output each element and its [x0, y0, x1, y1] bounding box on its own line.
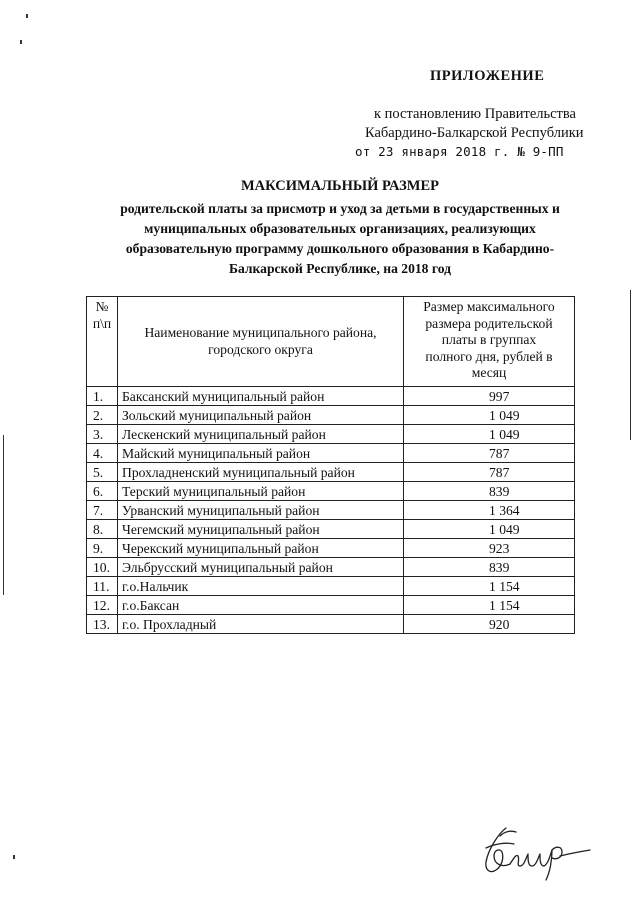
fee-table	[86, 296, 575, 634]
row-fee: 1 364	[404, 501, 575, 520]
row-num: 2.	[87, 406, 118, 425]
row-name: г.о.Нальчик	[118, 577, 404, 596]
row-fee: 787	[404, 463, 575, 482]
row-num: 5.	[87, 463, 118, 482]
row-fee: 1 049	[404, 520, 575, 539]
scan-mark	[20, 40, 22, 44]
row-name: Зольский муниципальный район	[118, 406, 404, 425]
table-row	[87, 425, 575, 444]
header-fee-line: полного дня, рублей в	[425, 348, 553, 364]
table-row	[87, 558, 575, 577]
row-fee: 997	[404, 387, 575, 406]
table-row	[87, 501, 575, 520]
header-num	[87, 297, 118, 387]
header-num-line: №	[95, 299, 109, 314]
row-num: 11.	[87, 577, 118, 596]
row-name: Баксанский муниципальный район	[118, 387, 404, 406]
header-fee	[404, 297, 575, 387]
row-name: г.о.Баксан	[118, 596, 404, 615]
row-fee: 839	[404, 558, 575, 577]
row-num: 9.	[87, 539, 118, 558]
row-fee: 1 049	[404, 425, 575, 444]
header-name-line: городского округа	[208, 341, 313, 357]
row-num: 3.	[87, 425, 118, 444]
table-row	[87, 520, 575, 539]
header-line-1: к постановлению Правительства	[374, 106, 576, 122]
header-name	[118, 297, 404, 387]
scan-mark	[13, 855, 15, 859]
row-num: 13.	[87, 615, 118, 634]
header-fee-line: месяц	[471, 365, 507, 380]
row-name: Чегемский муниципальный район	[118, 520, 404, 539]
signature-icon	[476, 820, 596, 882]
row-num: 10.	[87, 558, 118, 577]
row-fee: 920	[404, 615, 575, 634]
row-num: 1.	[87, 387, 118, 406]
row-fee: 1 154	[404, 577, 575, 596]
header-line-2: Кабардино-Балкарской Республики	[365, 125, 584, 141]
table-row	[87, 444, 575, 463]
row-name: Майский муниципальный район	[118, 444, 404, 463]
table-row	[87, 596, 575, 615]
header-fee-line: размера родительской	[425, 315, 553, 331]
appendix-title: ПРИЛОЖЕНИЕ	[430, 68, 545, 84]
row-num: 12.	[87, 596, 118, 615]
decree-date-number: от 23 января 2018 г. № 9-ПП	[355, 144, 564, 159]
row-fee: 923	[404, 539, 575, 558]
table-row	[87, 577, 575, 596]
row-name: Лескенский муниципальный район	[118, 425, 404, 444]
header-fee-line: платы в группах	[441, 332, 537, 347]
row-fee: 1 154	[404, 596, 575, 615]
table-row	[87, 463, 575, 482]
row-num: 7.	[87, 501, 118, 520]
table-row	[87, 539, 575, 558]
table-row	[87, 406, 575, 425]
row-fee: 839	[404, 482, 575, 501]
subtitle-line: образовательную программу дошкольного образования в Кабардино-	[125, 241, 555, 256]
header-num-line: п\п	[92, 315, 112, 331]
table-row	[87, 615, 575, 634]
row-num: 4.	[87, 444, 118, 463]
header-fee-line: Размер максимального	[423, 299, 555, 314]
row-name: Урванский муниципальный район	[118, 501, 404, 520]
subtitle-line: муниципальных образовательных организациях, реализующих	[144, 221, 536, 236]
document-subtitle	[80, 199, 600, 279]
row-name: Черекский муниципальный район	[118, 539, 404, 558]
row-name: Прохладненский муниципальный район	[118, 463, 404, 482]
scan-mark	[630, 290, 631, 440]
document-title: МАКСИМАЛЬНЫЙ РАЗМЕР	[240, 178, 439, 194]
row-fee: 787	[404, 444, 575, 463]
row-name: Эльбрусский муниципальный район	[118, 558, 404, 577]
table-row	[87, 482, 575, 501]
row-num: 8.	[87, 520, 118, 539]
row-name: Терский муниципальный район	[118, 482, 404, 501]
scan-mark	[26, 14, 28, 18]
row-fee: 1 049	[404, 406, 575, 425]
subtitle-line: Балкарской Республике, на 2018 год	[228, 261, 451, 276]
table-header-row	[87, 297, 575, 387]
header-name-line: Наименование муниципального района,	[144, 325, 377, 340]
row-num: 6.	[87, 482, 118, 501]
scan-mark	[3, 435, 4, 595]
subtitle-line: родительской платы за присмотр и уход за детьми в государственных и	[120, 201, 560, 216]
row-name: г.о. Прохладный	[118, 615, 404, 634]
table-row	[87, 387, 575, 406]
